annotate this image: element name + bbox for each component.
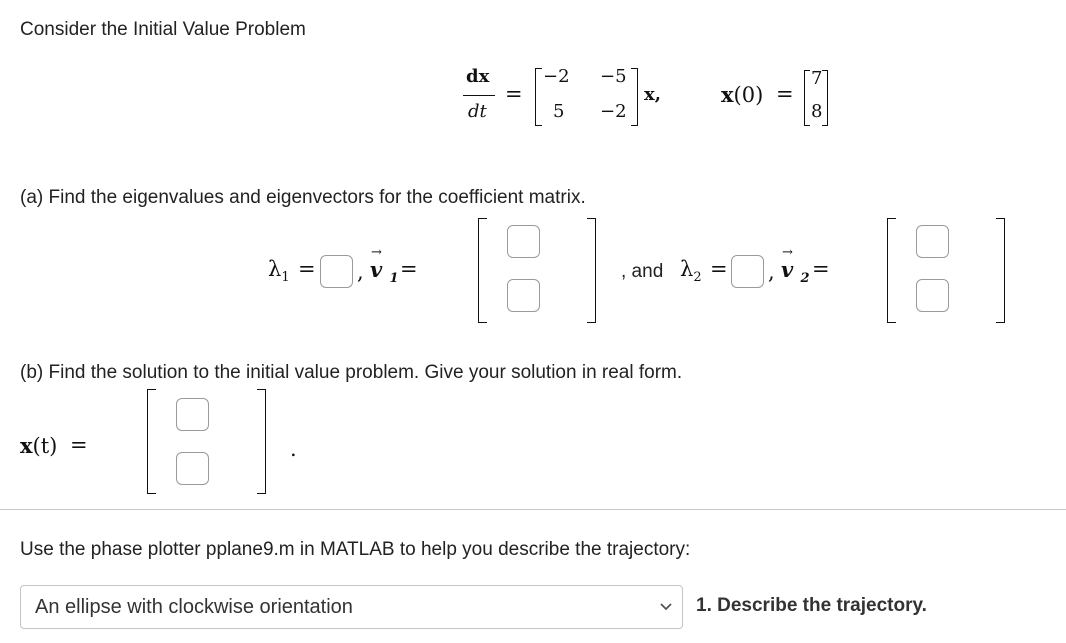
init-vector-right-bracket [822, 70, 828, 126]
solution-lhs [20, 433, 57, 458]
init-vector-top: 7 [811, 68, 823, 89]
lambda1-input-box[interactable] [320, 255, 353, 288]
comma-1: , [357, 260, 364, 284]
init-vector-bottom: 8 [811, 101, 823, 122]
solution-equals: = [70, 433, 88, 457]
dt-denominator: dt [468, 101, 487, 122]
initial-equals-sign: = [776, 82, 794, 106]
chevron-down-icon [660, 603, 672, 611]
solution-component-2-input[interactable] [176, 452, 209, 485]
solution-component-1-input[interactable] [176, 398, 209, 431]
lambda2-label [680, 257, 702, 285]
v1-symbol: v → [370, 245, 383, 282]
dx-numerator: dx [466, 66, 490, 87]
init-vector-left-bracket [804, 70, 810, 126]
trajectory-question [696, 595, 927, 617]
part-b-prompt: (b) Find the solution to the initial value problem. Give your solution in real form. [20, 362, 683, 383]
matrix-a21: 5 [553, 101, 565, 122]
phase-instruction: Use the phase plotter pplane9.m in MATLAB to help you describe the trajectory: [20, 539, 691, 560]
v2-component-1-input[interactable] [916, 225, 949, 258]
fraction-bar [463, 95, 495, 96]
lambda1-equals: = [298, 257, 316, 281]
v1-equals: = [400, 257, 418, 281]
intro-text: Consider the Initial Value Problem [20, 19, 306, 40]
x-vector-symbol: x, [644, 84, 661, 105]
v1-component-2-input[interactable] [507, 279, 540, 312]
equals-sign: = [505, 82, 523, 106]
v1-subscript: 1 [389, 271, 399, 287]
section-divider [0, 509, 1066, 510]
initial-x: x [721, 82, 734, 107]
solution-x: x [20, 433, 33, 458]
solution-arg: (t) [32, 434, 58, 458]
v2-subscript: 2 [800, 271, 810, 287]
matrix-a22: −2 [600, 101, 627, 122]
v1-right-bracket [587, 218, 596, 323]
trajectory-select[interactable] [20, 585, 683, 629]
v1-label [370, 245, 399, 287]
matrix-a12: −5 [600, 66, 627, 87]
solution-period: . [290, 437, 297, 461]
matrix-left-bracket [535, 68, 542, 126]
v2-equals: = [812, 257, 830, 281]
v1-left-bracket [478, 218, 487, 323]
trajectory-select-value: An ellipse with clockwise orientation [35, 596, 353, 618]
vector-arrow-icon: → [371, 245, 382, 260]
v1-component-1-input[interactable] [507, 225, 540, 258]
and-text: , and [621, 261, 664, 282]
v2-left-bracket [887, 218, 896, 323]
lambda2-equals: = [710, 257, 728, 281]
initial-arg: (0) [733, 83, 764, 107]
solution-right-bracket [257, 389, 266, 494]
lambda2-subscript: 2 [693, 270, 702, 286]
v2-right-bracket [996, 218, 1005, 323]
lambda1-symbol: λ [268, 257, 282, 281]
comma-2: , [768, 260, 775, 284]
v2-component-2-input[interactable] [916, 279, 949, 312]
solution-left-bracket [147, 389, 156, 494]
vector-arrow-icon: → [782, 245, 793, 260]
lambda2-symbol: λ [680, 257, 694, 281]
matrix-a11: −2 [543, 66, 570, 87]
lambda1-subscript: 1 [281, 270, 290, 286]
trajectory-question-label: 1. Describe the trajectory. [696, 595, 927, 616]
v2-label [781, 245, 810, 287]
lambda1-label [268, 257, 290, 285]
v2-symbol: v → [781, 245, 794, 282]
initial-condition-lhs [721, 82, 763, 107]
lambda2-input-box[interactable] [731, 255, 764, 288]
matrix-right-bracket [631, 68, 638, 126]
part-a-prompt: (a) Find the eigenvalues and eigenvectors for the coefficient matrix. [20, 187, 586, 208]
